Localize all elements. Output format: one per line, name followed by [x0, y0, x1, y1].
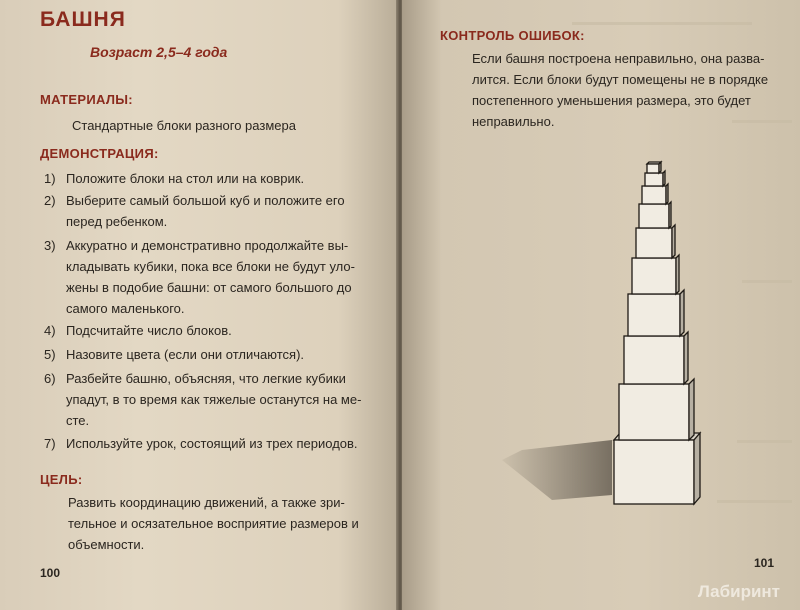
pink-tower-illustration: [492, 150, 722, 520]
tower-shadow: [502, 440, 612, 500]
step-7: [44, 433, 374, 454]
tower-block: [645, 173, 663, 186]
step-number: 7): [44, 436, 56, 451]
goal-text-line: тельное и осязательное восприятие размеров и: [68, 516, 359, 531]
goal-text-line: Развить координацию движений, а также зри-: [68, 495, 345, 510]
step-text-line: Положите блоки на стол или на коврик.: [66, 171, 305, 186]
step-text-line: упадут, в то время как тяжелые останутся на ме-: [66, 392, 362, 407]
control-text-line: Если башня построена неправильно, она разва-: [472, 51, 765, 66]
right-page: [402, 0, 800, 610]
show-through-line: [742, 280, 792, 283]
tower-block: [639, 204, 669, 228]
materials-heading: МАТЕРИАЛЫ:: [40, 92, 133, 107]
materials-text: Стандартные блоки разного размера: [72, 118, 296, 133]
tower-block: [619, 384, 689, 440]
tower-block-side-face: [676, 255, 679, 294]
tower-block-side-face: [694, 433, 700, 504]
step-text-line: Разбейте башню, объясняя, что легкие кубики: [66, 371, 346, 386]
goal-heading: ЦЕЛЬ:: [40, 472, 83, 487]
control-text-line: постепенного уменьшения размера, это будет: [472, 93, 751, 108]
step-text-line: Назовите цвета (если они отличаются).: [66, 347, 305, 362]
tower-block-side-face: [689, 379, 694, 440]
step-4: [44, 320, 374, 341]
step-text-line: Выберите самый большой куб и положите его: [66, 193, 345, 208]
tower-block-side-face: [669, 202, 671, 228]
step-2: [44, 190, 374, 232]
tower-block: [628, 294, 680, 336]
tower-block-side-face: [666, 184, 668, 204]
tower-block: [647, 164, 659, 173]
step-text-line: перед ребенком.: [66, 214, 168, 229]
labirint-watermark: [698, 582, 780, 602]
show-through-line: [737, 440, 792, 443]
step-3: [44, 235, 374, 319]
step-text-line: жены в подобие башни: от самого большого до: [66, 280, 352, 295]
goal-text: [68, 492, 388, 555]
control-text-line: неправильно.: [472, 114, 555, 129]
page-title: БАШНЯ: [40, 8, 126, 31]
step-1: [44, 168, 374, 189]
demonstration-heading: ДЕМОНСТРАЦИЯ:: [40, 146, 159, 161]
tower-block: [642, 186, 666, 204]
tower-block-side-face: [672, 225, 675, 258]
control-text-line: лится. Если блоки будут помещены не в порядке: [472, 72, 769, 87]
age-label: Возраст 2,5–4 года: [90, 44, 228, 60]
step-5: [44, 344, 374, 365]
step-text-line: самого маленького.: [66, 301, 185, 316]
page-number-right: 101: [754, 556, 775, 570]
control-of-error-heading: КОНТРОЛЬ ОШИБОК:: [440, 28, 585, 43]
step-number: 2): [44, 193, 56, 208]
step-text-line: Подсчитайте число блоков.: [66, 323, 232, 338]
step-text-line: сте.: [66, 413, 90, 428]
control-of-error-text: [472, 48, 792, 132]
step-text-line: Используйте урок, состоящий из трех периодов.: [66, 436, 358, 451]
step-text-line: Аккуратно и демонстративно продолжайте вы-: [66, 238, 349, 253]
step-text-line: кладывать кубики, пока все блоки не будут уло-: [66, 259, 355, 274]
show-through-line: [717, 500, 792, 503]
tower-block: [624, 336, 684, 384]
tower-block-side-face: [680, 290, 684, 336]
tower-block-side-face: [684, 332, 688, 384]
tower-block: [614, 440, 694, 504]
step-number: 4): [44, 323, 56, 338]
left-page: [0, 0, 398, 610]
tower-block: [632, 258, 676, 294]
goal-text-line: объемности.: [68, 537, 145, 552]
page-number-left: 100: [40, 566, 61, 580]
watermark-text: Лабиринт: [697, 582, 780, 601]
step-number: 5): [44, 347, 56, 362]
tower-block-side-face: [663, 171, 665, 186]
step-number: 3): [44, 238, 56, 253]
show-through-line: [572, 22, 752, 25]
step-number: 6): [44, 371, 56, 386]
tower-block: [636, 228, 672, 258]
step-6: [44, 368, 374, 431]
tower-block-side-face: [659, 162, 661, 173]
step-number: 1): [44, 171, 56, 186]
